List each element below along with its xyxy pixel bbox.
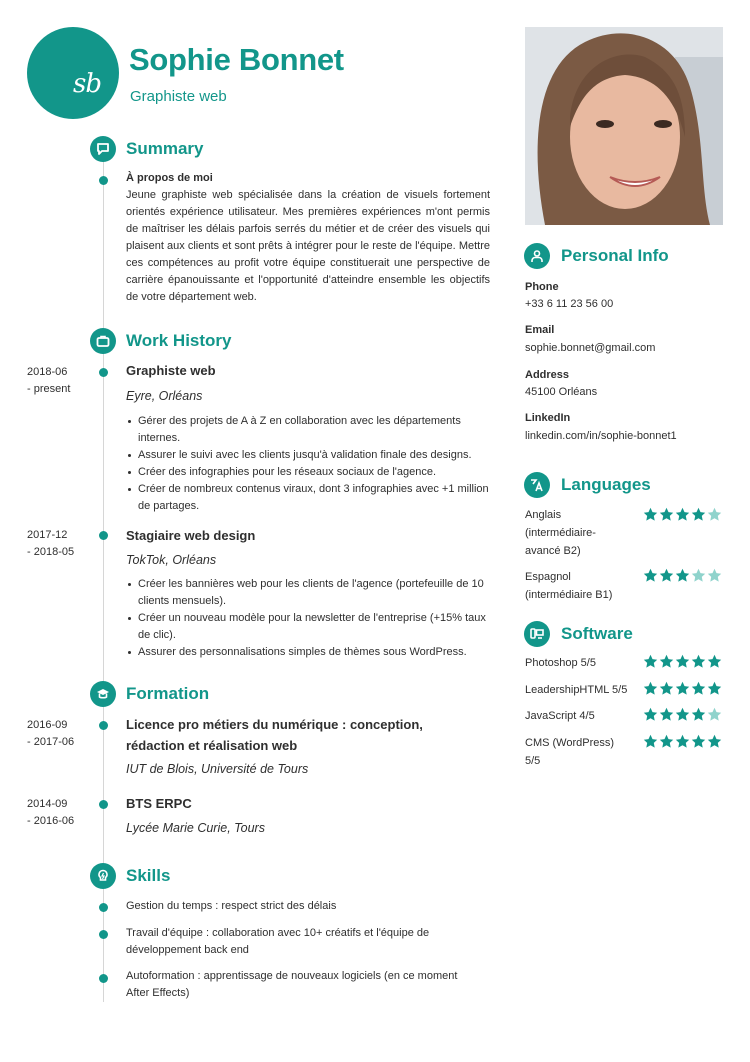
star-filled-icon	[691, 507, 706, 522]
formation-title: BTS ERPC	[126, 796, 192, 811]
info-value-email[interactable]: sophie.bonnet@gmail.com	[525, 342, 656, 354]
rating-stars	[643, 507, 722, 522]
candidate-name: Sophie Bonnet	[129, 42, 344, 77]
star-filled-icon	[691, 734, 706, 749]
briefcase-icon	[90, 328, 116, 354]
skill-item: Autoformation : apprentissage de nouveaux logiciels (en ce moment After Effects)	[126, 970, 458, 999]
job-date-end: - present	[27, 383, 71, 395]
job-title: Stagiaire web design	[126, 528, 256, 543]
timeline-dot	[99, 368, 108, 377]
language-name: Espagnol	[525, 571, 571, 583]
summary-heading: À propos de moi	[126, 172, 213, 184]
software-label: Photoshop 5/5	[525, 657, 596, 669]
star-filled-icon	[691, 707, 706, 722]
language-label	[525, 506, 640, 560]
star-filled-icon	[659, 681, 674, 696]
timeline-dot	[99, 800, 108, 809]
formation-school: IUT de Blois, Université de Tours	[126, 762, 309, 776]
info-value-linkedin[interactable]: linkedin.com/in/sophie-bonnet1	[525, 430, 677, 442]
section-title-work-history: Work History	[126, 331, 232, 350]
star-filled-icon	[691, 681, 706, 696]
rating-stars	[643, 707, 722, 722]
job-bullet: Gérer des projets de A à Z en collaboration avec les départements internes.	[126, 413, 491, 447]
lightbulb-icon	[90, 863, 116, 889]
star-filled-icon	[675, 507, 690, 522]
star-filled-icon	[643, 654, 658, 669]
star-empty-icon	[691, 568, 706, 583]
job-company: TokTok, Orléans	[126, 553, 217, 567]
computer-icon	[524, 621, 550, 647]
star-filled-icon	[659, 734, 674, 749]
section-title-languages: Languages	[561, 475, 651, 494]
section-title-summary: Summary	[126, 139, 204, 158]
timeline-dot	[99, 974, 108, 983]
star-empty-icon	[707, 568, 722, 583]
star-filled-icon	[659, 654, 674, 669]
formation-date-start: 2016-09	[27, 719, 68, 731]
timeline-dot	[99, 930, 108, 939]
graduation-cap-icon	[90, 681, 116, 707]
star-filled-icon	[643, 681, 658, 696]
job-date-end: - 2018-05	[27, 546, 75, 558]
initials: sb	[73, 69, 101, 99]
rating-stars	[643, 681, 722, 696]
job-company: Eyre, Orléans	[126, 389, 203, 403]
job-bullet: Créer des infographies pour les réseaux sociaux de l'agence.	[126, 464, 491, 481]
job-date-start: 2018-06	[27, 366, 68, 378]
job-bullet: Assurer des personnalisations simples de thèmes sous WordPress.	[126, 644, 491, 661]
star-filled-icon	[707, 654, 722, 669]
language-level-cont: avancé B2)	[525, 545, 581, 557]
person-icon	[524, 243, 550, 269]
job-bullet: Créer un nouveau modèle pour la newsletter de l'entreprise (+15% taux de clic).	[126, 610, 491, 644]
language-level: (intermédiaire-	[525, 527, 596, 539]
star-filled-icon	[675, 568, 690, 583]
formation-title: Licence pro métiers du numérique : conception,	[126, 717, 423, 732]
profile-photo	[525, 27, 723, 225]
formation-date-start: 2014-09	[27, 798, 68, 810]
skill-item: Travail d'équipe : collaboration avec 10+ créatifs et l'équipe de développement back end	[126, 927, 430, 956]
formation-school: Lycée Marie Curie, Tours	[126, 821, 265, 835]
software-name: CMS (WordPress)	[525, 737, 615, 749]
rating-stars	[643, 734, 722, 749]
job-bullet: Créer les bannières web pour les clients de l'agence (portefeuille de 10 clients mensuels).	[126, 576, 491, 610]
language-name: Anglais	[525, 509, 562, 521]
section-title-software: Software	[561, 624, 633, 643]
job-date-start: 2017-12	[27, 529, 68, 541]
timeline-dot	[99, 721, 108, 730]
rating-stars	[643, 568, 722, 583]
star-filled-icon	[643, 734, 658, 749]
info-value-address: 45100 Orléans	[525, 386, 598, 398]
job-bullets	[126, 576, 491, 661]
star-filled-icon	[691, 654, 706, 669]
star-filled-icon	[707, 734, 722, 749]
section-title-personal-info: Personal Info	[561, 246, 669, 265]
monogram-avatar	[27, 27, 119, 119]
star-filled-icon	[675, 734, 690, 749]
star-filled-icon	[675, 654, 690, 669]
formation-date-end: - 2017-06	[27, 736, 75, 748]
info-label-phone: Phone	[525, 281, 559, 293]
timeline-dot	[99, 903, 108, 912]
star-filled-icon	[659, 568, 674, 583]
info-label-email: Email	[525, 324, 555, 336]
star-filled-icon	[643, 507, 658, 522]
formation-date-end: - 2016-06	[27, 815, 75, 827]
info-label-linkedin: LinkedIn	[525, 412, 571, 424]
skill-item: Gestion du temps : respect strict des délais	[126, 900, 337, 912]
info-value-phone: +33 6 11 23 56 00	[525, 298, 614, 310]
rating-stars	[643, 654, 722, 669]
timeline-dot	[99, 531, 108, 540]
star-filled-icon	[643, 707, 658, 722]
candidate-title: Graphiste web	[130, 88, 227, 105]
timeline-dot	[99, 176, 108, 185]
job-title: Graphiste web	[126, 363, 216, 378]
star-filled-icon	[675, 707, 690, 722]
software-label: LeadershipHTML 5/5	[525, 684, 628, 696]
star-filled-icon	[659, 707, 674, 722]
translate-icon	[524, 472, 550, 498]
software-label	[525, 734, 640, 770]
section-title-formation: Formation	[126, 684, 210, 703]
job-bullets	[126, 413, 491, 515]
job-bullet: Assurer le suivi avec les clients jusqu'à validation finale des designs.	[126, 447, 491, 464]
job-bullet: Créer de nombreux contenus viraux, dont 3 infographies avec +1 million de partages.	[126, 481, 491, 515]
formation-title-line2: rédaction et réalisation web	[126, 738, 298, 753]
chat-bubble-icon	[90, 136, 116, 162]
star-filled-icon	[707, 681, 722, 696]
language-level: (intermédiaire B1)	[525, 589, 613, 601]
language-label	[525, 568, 640, 604]
star-filled-icon	[675, 681, 690, 696]
star-filled-icon	[643, 568, 658, 583]
section-title-skills: Skills	[126, 866, 171, 885]
star-empty-icon	[707, 707, 722, 722]
software-label: JavaScript 4/5	[525, 710, 595, 722]
star-empty-icon	[707, 507, 722, 522]
software-level: 5/5	[525, 755, 541, 767]
summary-body: Jeune graphiste web spécialisée dans la création de visuels fortement orientés expérience utilisateur. Mes premières expériences m'ont permis de maîtriser les délais parfois serrés du métier et de créer des visuels qui plaisent aux clients et sont prêts à intégrer pour le reste de l'équipe. Mettre ces compétences au profit votre équipe constituerait une perspective de carrière épanouissante et l'opportunité d'atteindre ensemble les objectifs de votre département web.	[126, 189, 490, 303]
star-filled-icon	[659, 507, 674, 522]
info-label-address: Address	[525, 369, 570, 381]
